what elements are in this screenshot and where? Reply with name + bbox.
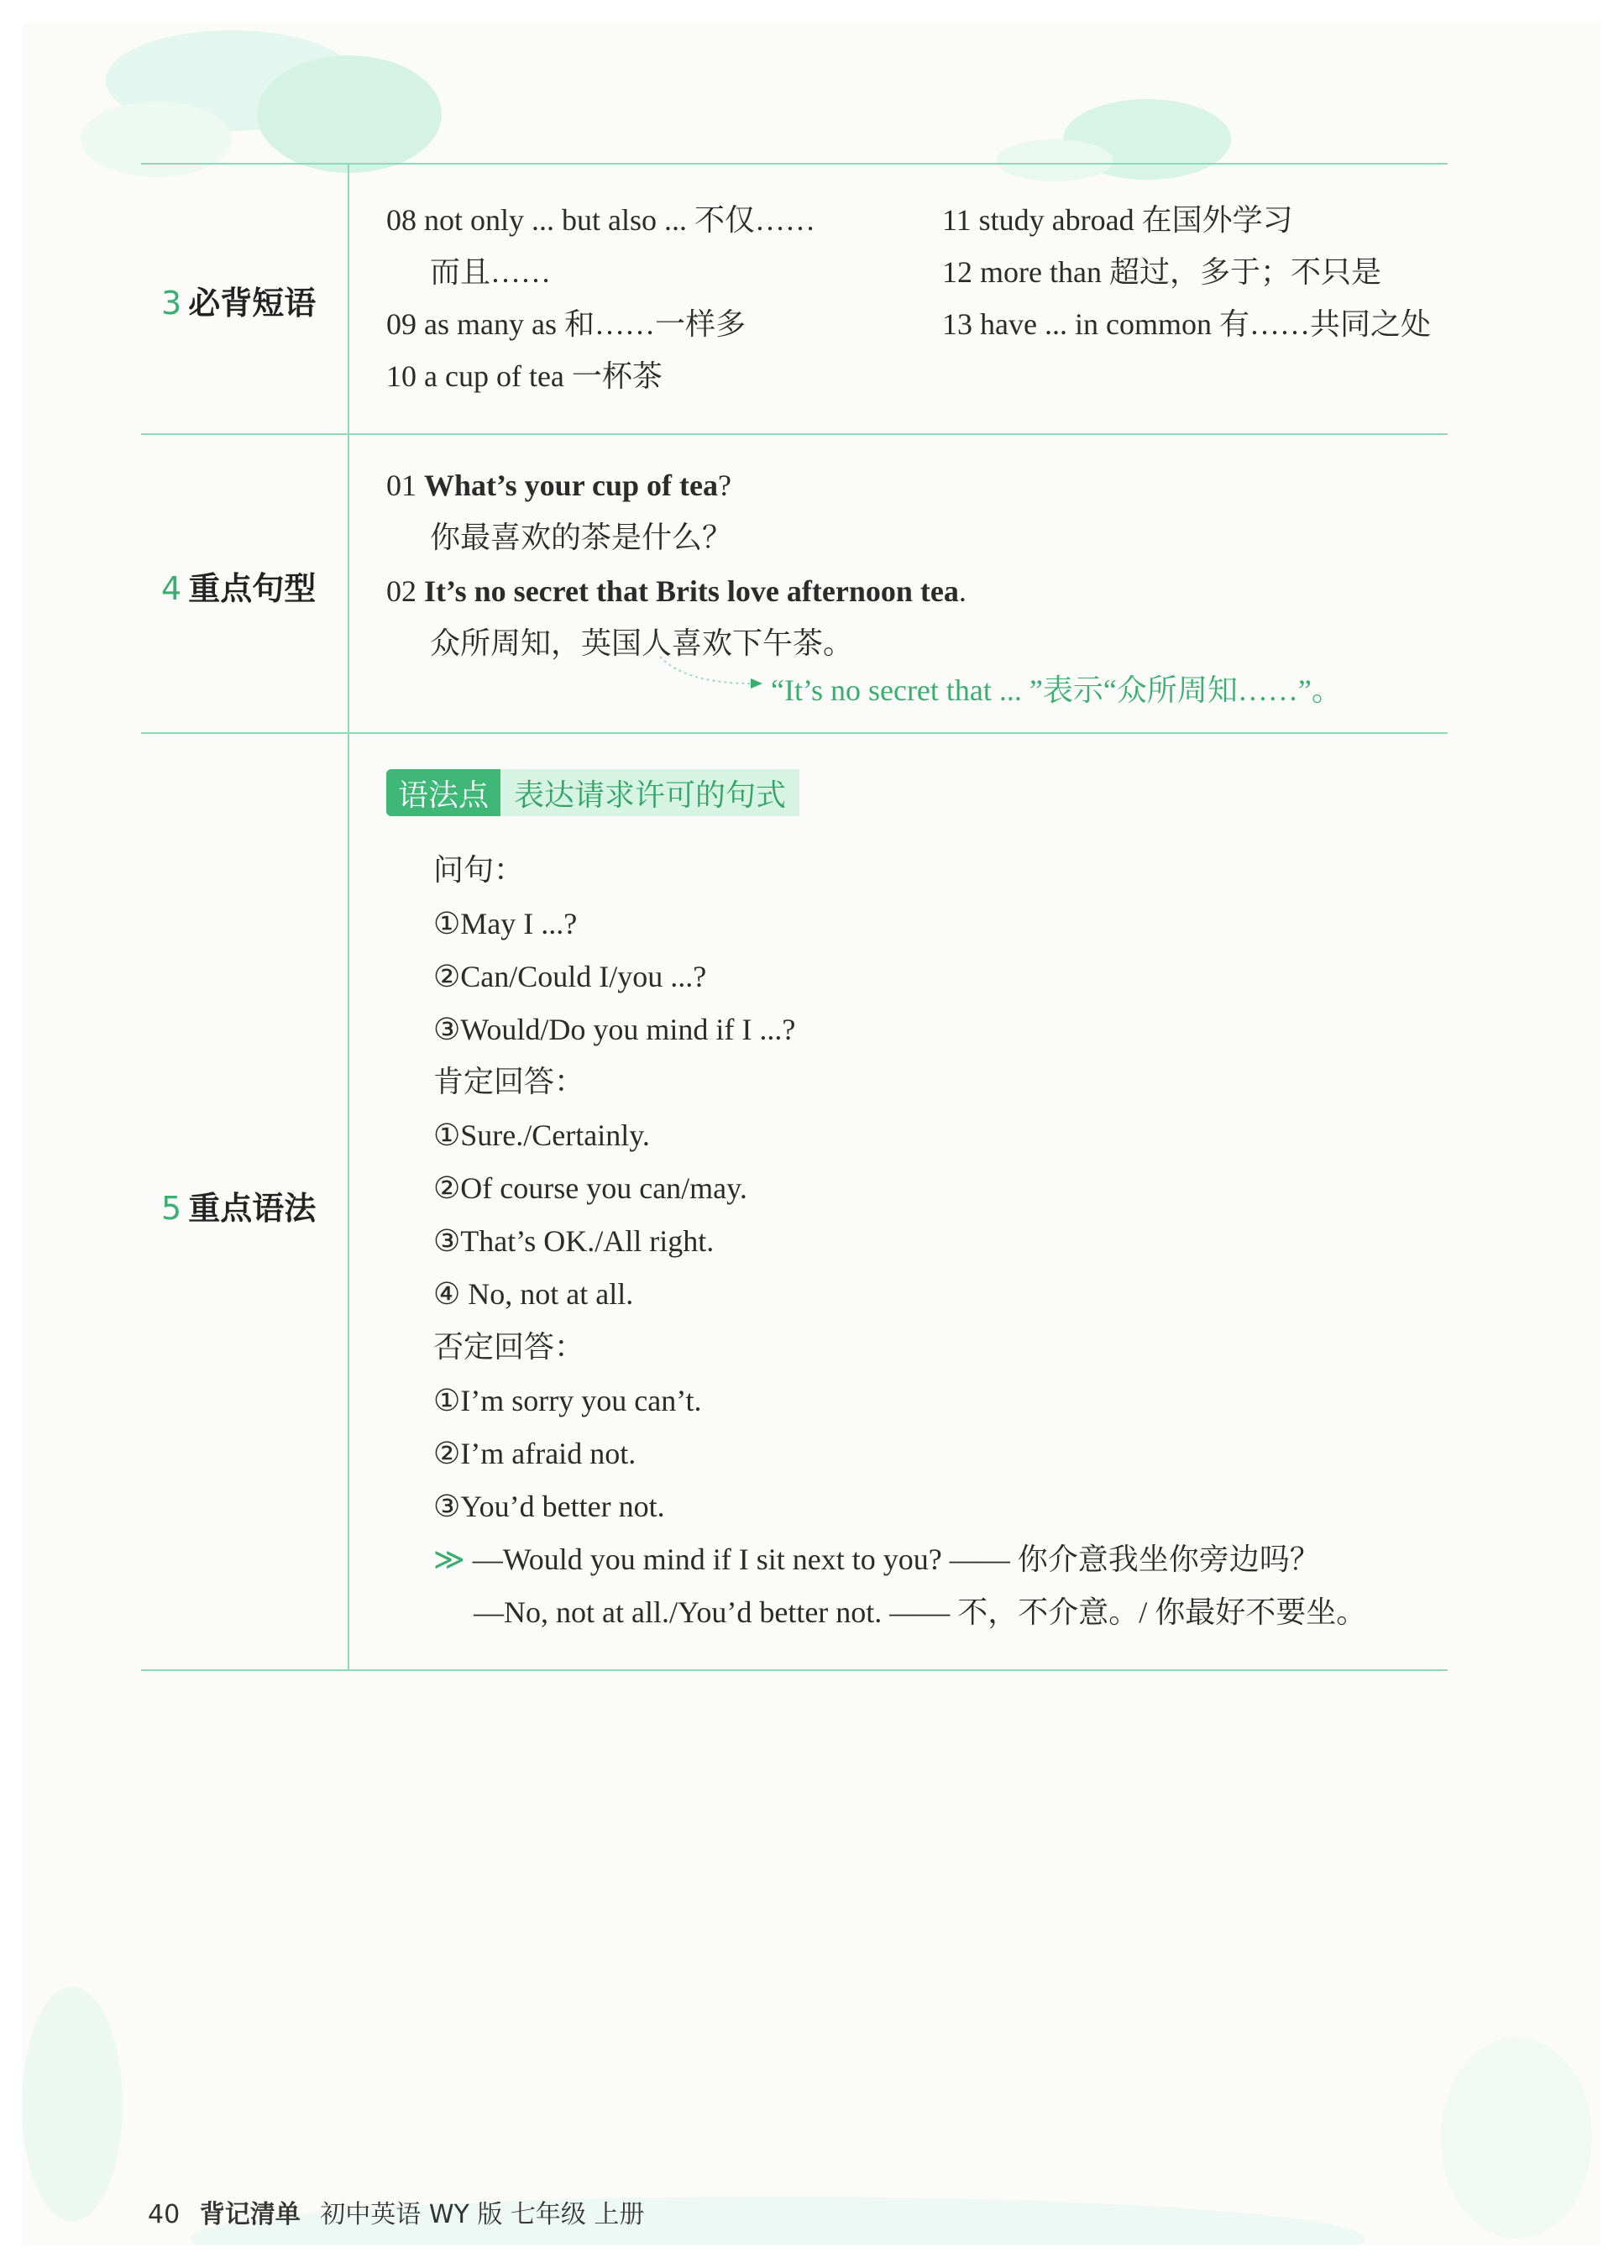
sentence-punct: . — [958, 574, 967, 608]
sentence-number: 02 — [386, 574, 416, 608]
section-title: 必背短语 — [188, 285, 317, 322]
negative-label: 否定回答： — [433, 1330, 585, 1364]
section-number: 3 — [161, 285, 182, 322]
sentence-02-note: “It’s no secret that ... ”表示“众所周知……”。 — [771, 673, 1342, 707]
example-marker-icon: ≫ — [433, 1543, 465, 1576]
negative-item: ③You’d better not. — [433, 1490, 665, 1523]
sentence-02-translation: 众所周知，英国人喜欢下午茶。 — [430, 626, 854, 660]
positive-item: ②Of course you can/may. — [433, 1171, 747, 1205]
note-connector — [660, 650, 769, 700]
phrase-08-cont: 而且…… — [430, 255, 552, 289]
phrase-11: 11 study abroad 在国外学习 — [942, 203, 1293, 237]
table-bottom-rule — [141, 1669, 1448, 1671]
grammar-point-tag: 语法点 — [386, 769, 500, 816]
sentence-number: 01 — [386, 469, 416, 502]
row-divider-2 — [141, 732, 1448, 734]
example-text: —Would you mind if I sit next to you? —— 你介意我坐你旁边吗？ — [472, 1543, 1320, 1576]
sentence-english: What’s your cup of tea — [424, 469, 718, 502]
positive-item: ④ No, not at all. — [433, 1277, 634, 1311]
phrase-13: 13 have ... in common 有……共同之处 — [942, 307, 1431, 341]
example-line-2: —No, not at all./You’d better not. —— 不，不介意。/ 你最好不要坐。 — [474, 1595, 1367, 1629]
table-top-rule — [141, 163, 1448, 165]
negative-item: ②I’m afraid not. — [433, 1437, 637, 1470]
phrase-10: 10 a cup of tea 一杯茶 — [386, 359, 663, 393]
question-label: 问句： — [433, 853, 525, 887]
sentence-02 — [386, 573, 967, 610]
section-label-grammar — [161, 1182, 316, 1228]
phrase-12: 12 more than 超过，多于；不只是 — [942, 255, 1381, 289]
page-footer — [148, 2193, 644, 2230]
column-divider — [348, 163, 349, 1671]
positive-item: ①Sure./Certainly. — [433, 1118, 650, 1152]
positive-label: 肯定回答： — [433, 1065, 585, 1098]
question-item: ②Can/Could I/you ...? — [433, 960, 707, 993]
question-item: ①May I ...? — [433, 907, 578, 940]
question-item: ③Would/Do you mind if I ...? — [433, 1013, 796, 1046]
grammar-point-title: 表达请求许可的句式 — [500, 769, 799, 816]
phrase-08: 08 not only ... but also ... 不仅…… — [386, 203, 815, 237]
section-title: 重点句型 — [188, 570, 317, 607]
sentence-punct: ? — [718, 469, 731, 502]
page-number: 40 — [148, 2200, 181, 2229]
row-divider-1 — [141, 433, 1448, 435]
sentence-english: It’s no secret that Brits love afternoon tea — [424, 574, 959, 608]
sentence-01-translation: 你最喜欢的茶是什么？ — [430, 521, 733, 554]
sentence-01 — [386, 467, 731, 504]
section-title: 重点语法 — [188, 1190, 317, 1227]
cloud-decoration — [22, 22, 1600, 2245]
section-number: 5 — [161, 1190, 182, 1227]
positive-item: ③That’s OK./All right. — [433, 1224, 715, 1258]
page — [22, 22, 1600, 2245]
negative-item: ①I’m sorry you can’t. — [433, 1384, 702, 1417]
example-line-1 — [433, 1541, 1320, 1578]
section-label-sentences — [161, 563, 316, 609]
section-label-phrases — [161, 277, 316, 323]
grammar-point-header — [386, 769, 799, 816]
book-subtitle: 初中英语 WY 版 七年级 上册 — [320, 2200, 645, 2229]
section-number: 4 — [161, 570, 182, 607]
book-brand: 背记清单 — [199, 2200, 301, 2229]
phrase-09: 09 as many as 和……一样多 — [386, 307, 746, 341]
